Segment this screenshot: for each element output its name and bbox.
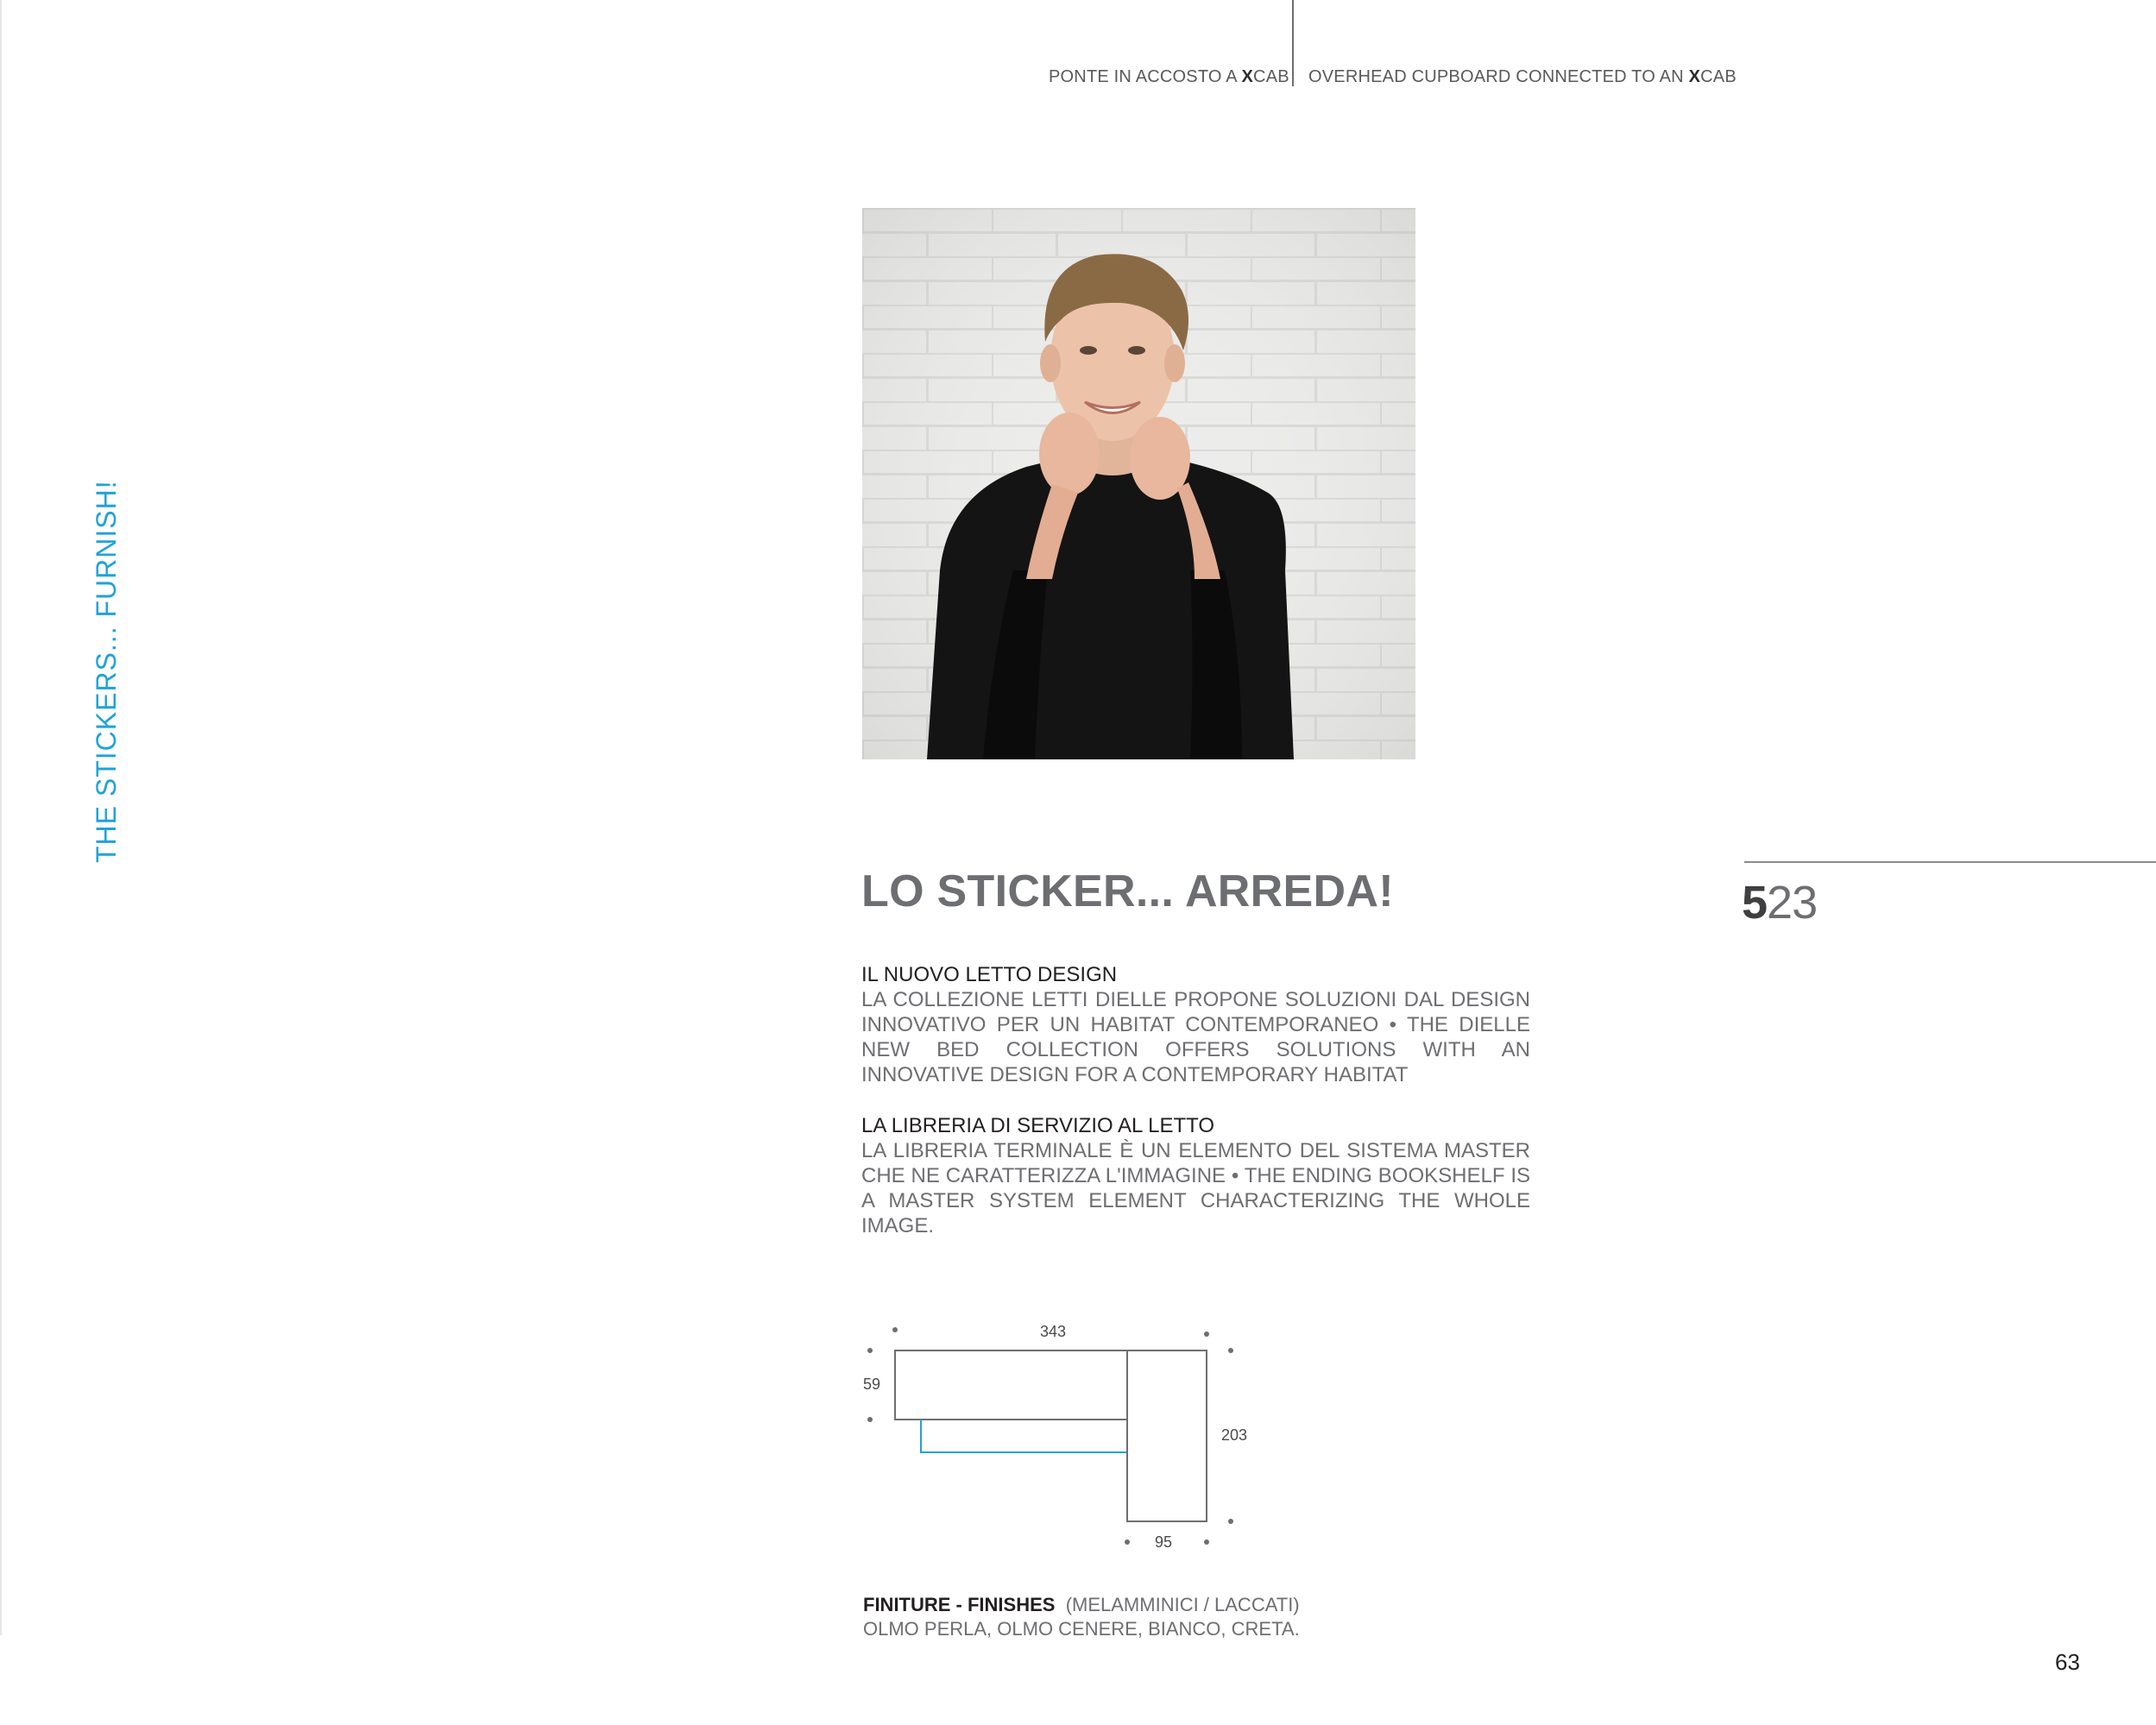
- dimension-width: 343: [1039, 1323, 1067, 1340]
- dimension-drawing: [854, 1312, 1269, 1562]
- section-heading: IL NUOVO LETTO DESIGN: [861, 963, 1118, 986]
- bullet-separator: •: [1231, 1164, 1239, 1187]
- page-title: LO STICKER... ARREDA!: [861, 866, 1394, 916]
- dimension-markers: [867, 1327, 1233, 1545]
- page-number: 63: [2055, 1649, 2080, 1675]
- xcab-unit-outline: [1127, 1350, 1207, 1521]
- header-italian-suffix: CAB: [1253, 67, 1289, 86]
- product-photo: [862, 208, 1415, 759]
- header-english: [1308, 67, 1737, 87]
- section-text-italian: LA COLLEZIONE LETTI DIELLE PROPONE SOLUZIONI DAL DESIGN INNOVATIVO PER UN HABITAT CONTEMPORANEO: [861, 988, 1530, 1036]
- finishes-header: [863, 1593, 1300, 1617]
- header-english-brand: X: [1688, 67, 1701, 86]
- section-side-label: THE STICKERS... FURNISH!: [91, 480, 122, 863]
- section-bookshelf: [861, 1113, 1530, 1238]
- header-italian-brand: X: [1241, 67, 1254, 86]
- header-divider: [1292, 0, 1294, 86]
- dimension-depth: 59: [863, 1376, 881, 1393]
- finishes-label: FINITURE - FINISHES: [863, 1594, 1056, 1615]
- header-italian-prefix: PONTE IN ACCOSTO A: [1049, 67, 1242, 86]
- header-english-prefix: OVERHEAD CUPBOARD CONNECTED TO AN: [1308, 67, 1689, 86]
- photo-illustration: [862, 208, 1415, 759]
- section-text-english: THE ENDING BOOKSHELF IS A MASTER SYSTEM ELEMENT CHARACTERIZING THE WHOLE IMAGE.: [861, 1164, 1531, 1237]
- header-english-suffix: CAB: [1700, 67, 1737, 86]
- section-text-italian: LA LIBRERIA TERMINALE È UN ELEMENTO DEL SISTEMA MASTER CHE NE CARATTERIZZA L'IMMAGINE: [861, 1139, 1530, 1187]
- section-heading: LA LIBRERIA DI SERVIZIO AL LETTO: [861, 1114, 1215, 1137]
- finishes-list: OLMO PERLA, OLMO CENERE, BIANCO, CRETA.: [863, 1618, 1300, 1640]
- finishes-types: (MELAMMINICI / LACCATI): [1065, 1594, 1300, 1615]
- section-text-english: THE DIELLE NEW BED COLLECTION OFFERS SOLUTIONS WITH AN INNOVATIVE DESIGN FOR A CONTEMPORARY HABITAT: [861, 1013, 1530, 1086]
- section-text: [861, 987, 1530, 1087]
- dimension-diagram: [854, 1312, 1269, 1562]
- header-italian: [1049, 67, 1289, 87]
- composition-code-rule: [1744, 861, 2156, 863]
- bullet-separator: •: [1389, 1013, 1397, 1036]
- section-text: [861, 1138, 1530, 1238]
- composition-code-lead: 5: [1742, 877, 1768, 929]
- left-margin-rule: [0, 0, 2, 1635]
- section-bed-design: [861, 962, 1530, 1087]
- bed-outline: [921, 1420, 1127, 1452]
- dimension-side: 95: [1154, 1533, 1173, 1551]
- dimension-length: 203: [1221, 1426, 1248, 1444]
- composition-code-rest: 23: [1767, 877, 1818, 929]
- overhead-cupboard-outline: [895, 1350, 1127, 1420]
- finishes-block: [863, 1593, 1300, 1641]
- composition-code: [1742, 876, 1817, 929]
